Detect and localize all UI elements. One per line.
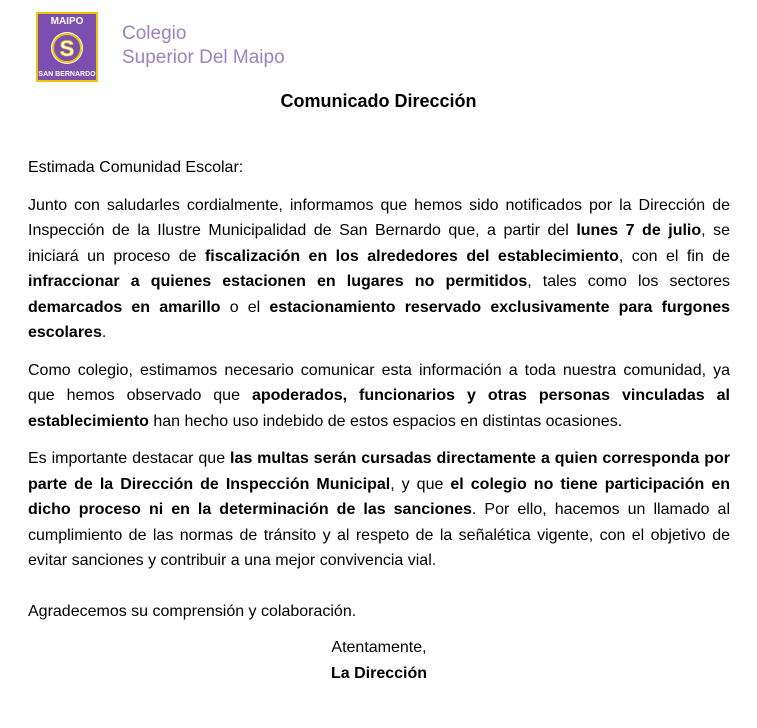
paragraph-1 — [28, 193, 730, 346]
signature-text: La Dirección — [330, 664, 428, 682]
p1-segment: , tales como los sectores — [527, 273, 730, 290]
logo-top-text: MAIPO — [50, 16, 84, 27]
p1-segment: o el — [220, 298, 270, 316]
logo-bottom-text: SAN BERNARDO — [38, 71, 96, 78]
p2-segment: Como colegio, estimamos necesario comunicar esta información a toda nuestra comunidad, ya que hemos observado que — [28, 361, 730, 404]
p1-segment: Junto con saludarles cordialmente, informamos que hemos sido notificados por la Dirección de Inspección de la Ilustre Municipalidad de San Bernardo que, a partir del — [28, 196, 730, 239]
p3-segment: , y que — [390, 475, 451, 493]
school-name-line1: Colegio — [122, 23, 187, 44]
p1-segment: , con el fin de — [618, 247, 731, 265]
p1-segment: infraccionar a quienes estacionen en lugares no permitidos — [28, 273, 528, 290]
p1-segment: . — [101, 324, 107, 341]
paragraph-2 — [28, 358, 730, 435]
letter-body — [28, 155, 730, 686]
header — [36, 12, 336, 84]
p3-segment: Es importante destacar que — [28, 450, 231, 467]
logo-letter: S — [59, 36, 75, 61]
page-title: Comunicado Dirección — [280, 91, 477, 111]
greeting: Estimada Comunidad Escolar: — [28, 159, 244, 176]
paragraph-3 — [28, 446, 730, 574]
thanks-line: Agradecemos su comprensión y colaboración. — [28, 602, 357, 620]
p3-segment: . Por ello, hacemos un llamado al cumplimiento de las normas de tránsito y al respeto de la señalética vigente, con el objetivo de evitar sanciones y contribuir a una mejor convivencia vial. — [28, 501, 731, 569]
p3-segment: las multas serán cursadas directamente a quien corresponda por parte de la Dirección de Inspección Municipal — [28, 450, 730, 493]
p1-segment: lunes 7 de julio — [576, 222, 702, 239]
p1-segment: fiscalización en los alrededores del establecimiento — [204, 247, 619, 265]
p2-segment: han hecho uso indebido de estos espacios en distintas ocasiones. — [148, 412, 623, 430]
p2-segment: apoderados, funcionarios y otras personas vinculadas al establecimiento — [28, 387, 730, 430]
p1-segment: estacionamiento reservado exclusivamente para furgones escolares — [28, 298, 731, 341]
school-logo — [36, 12, 98, 82]
p1-segment: , se iniciará un proceso de — [28, 222, 731, 265]
school-name — [122, 22, 285, 70]
closing-line: Atentamente, — [331, 639, 427, 656]
school-name-line2: Superior Del Maipo — [122, 47, 285, 68]
p1-segment: demarcados en amarillo — [28, 298, 221, 316]
p3-segment: el colegio no tiene participación en dicho proceso ni en la determinación de las sanciones — [28, 475, 730, 518]
signature — [28, 661, 730, 687]
